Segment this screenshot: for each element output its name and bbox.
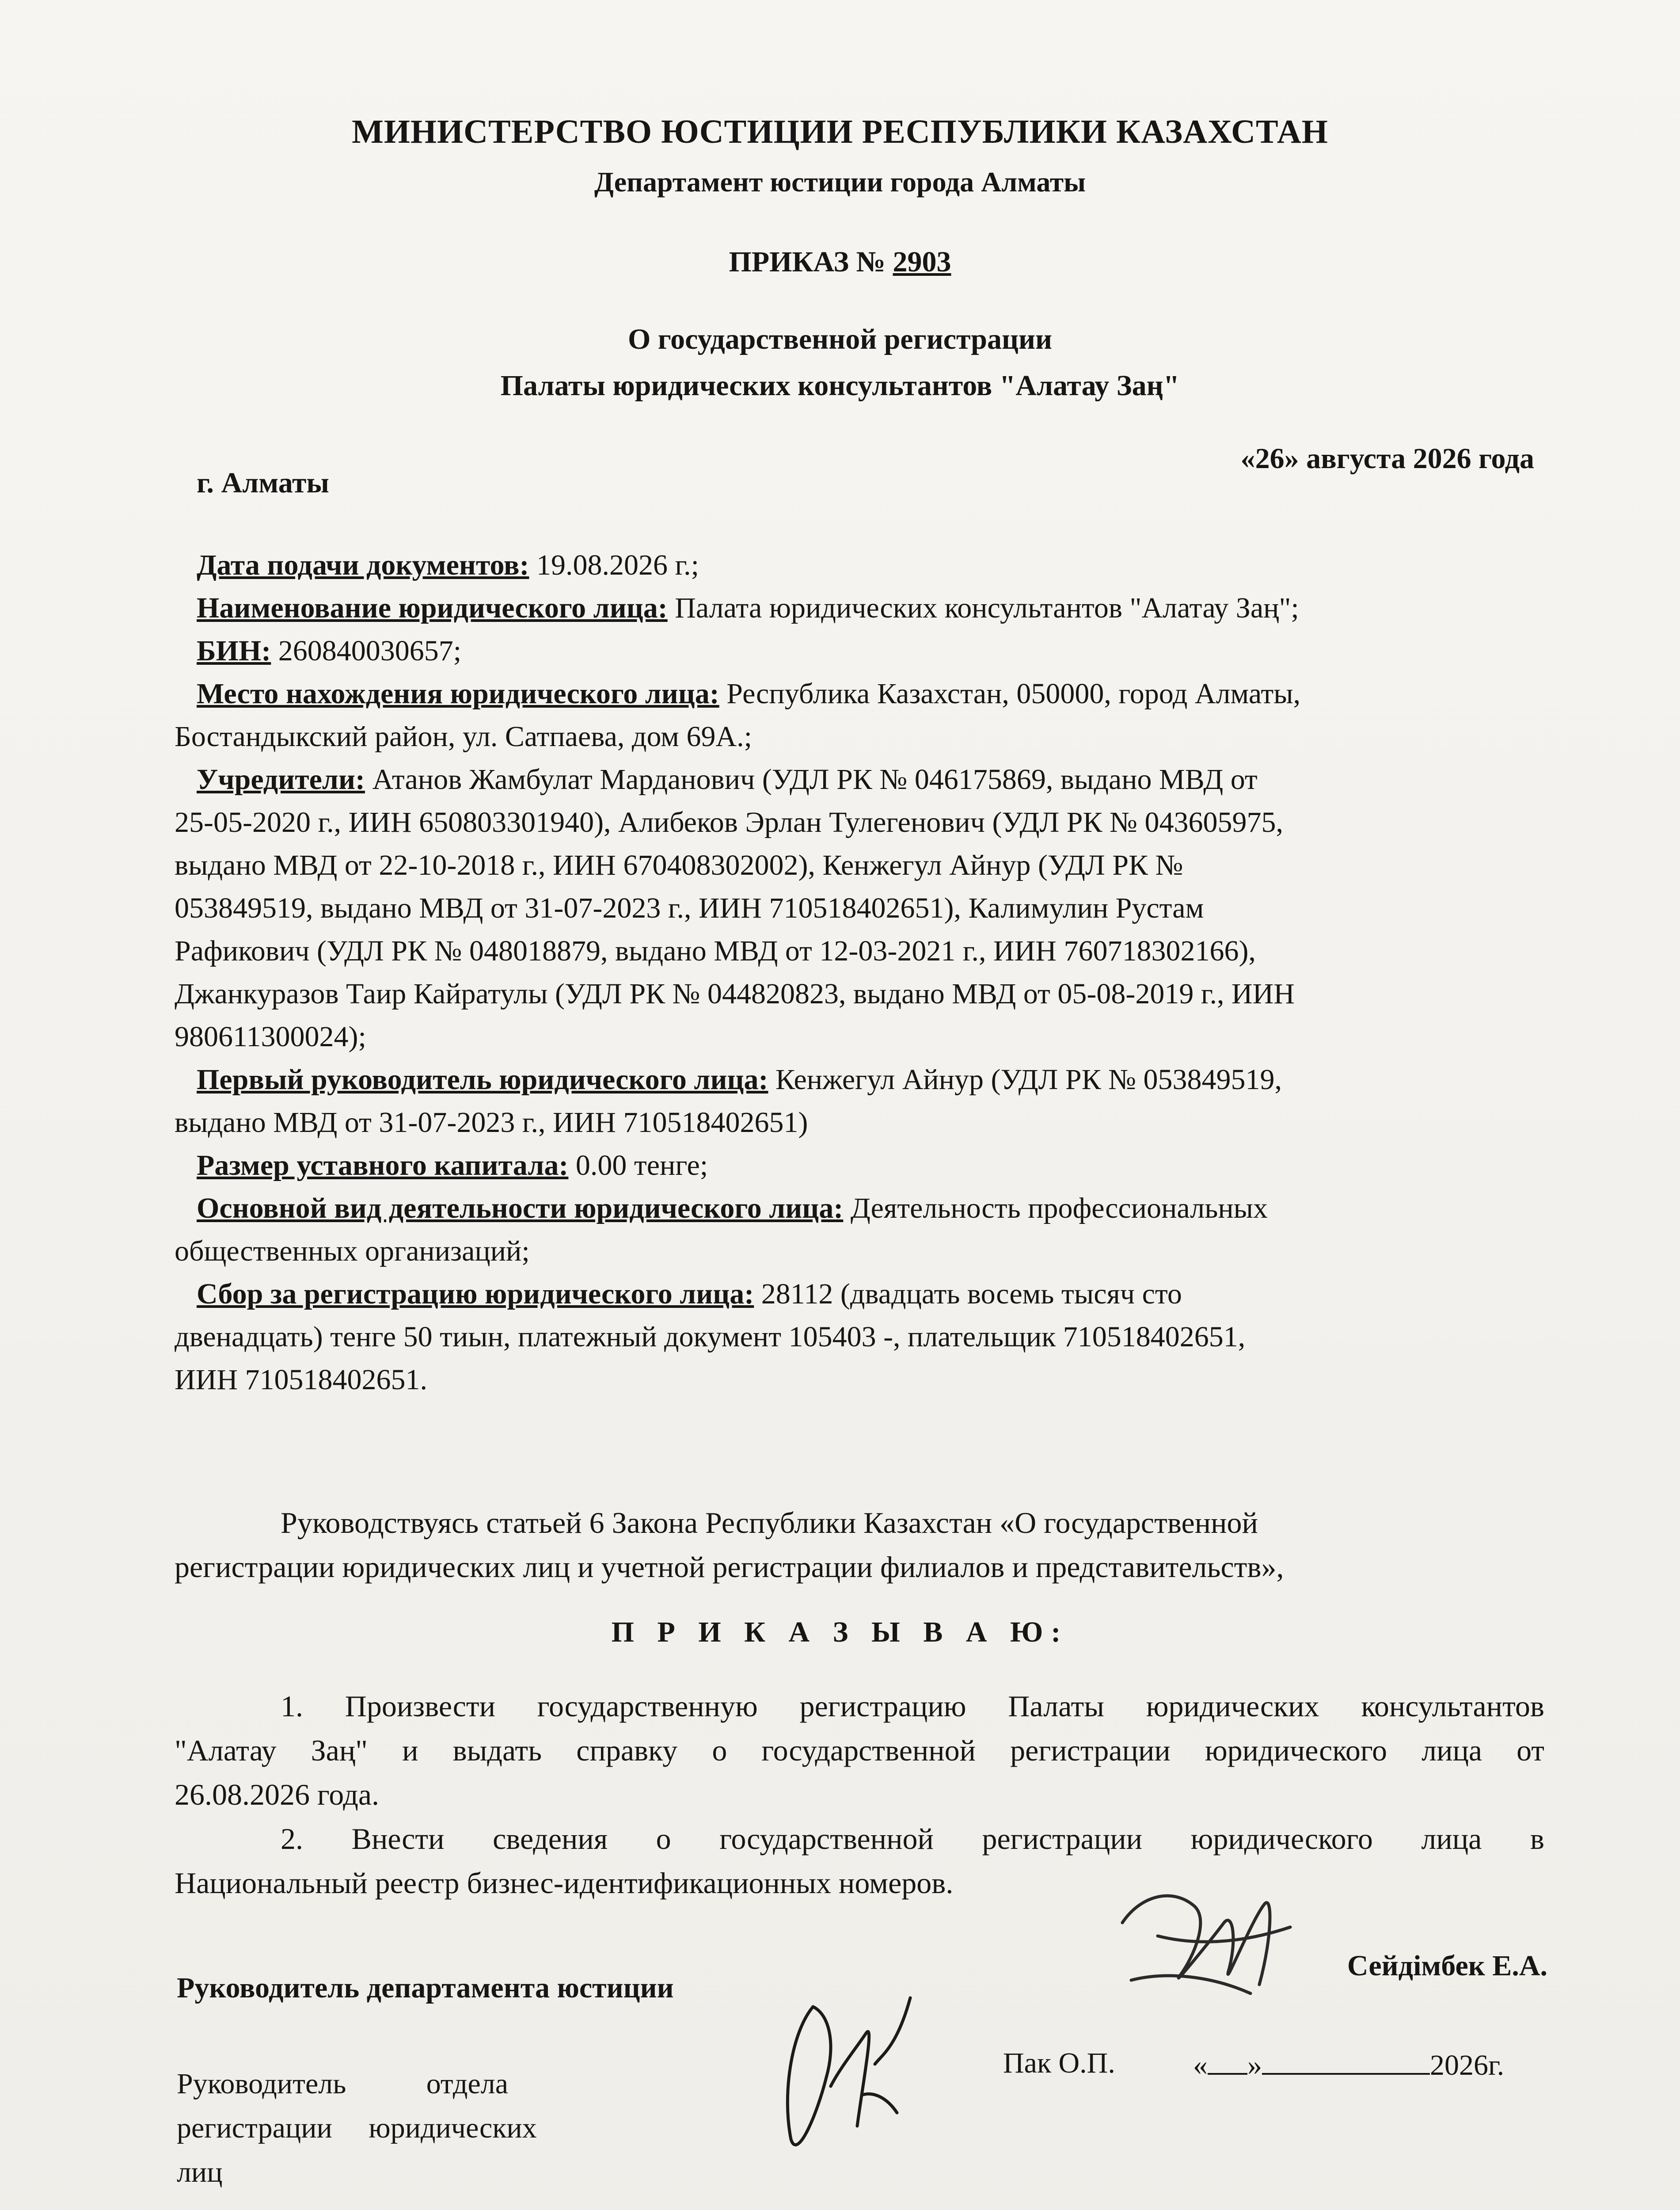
order-date: «26» августа 2026 года bbox=[1240, 442, 1534, 475]
fee-row-cont: ИИН 710518402651. bbox=[175, 1364, 427, 1396]
founders-row-cont: Джанкуразов Таир Кайратулы (УДЛ РК № 044820823, выдано МВД от 05-08-2019 г., ИИН bbox=[175, 978, 1295, 1010]
capital-row: Размер уставного капитала: 0.00 тенге; bbox=[197, 1149, 708, 1181]
dept-head-title: Руководитель отдела регистрации юридических лиц bbox=[177, 2068, 537, 2188]
order-directive-heading: П Р И К А З Ы В А Ю: bbox=[611, 1616, 1069, 1648]
head-signatory-name: Сейдімбек Е.А. bbox=[1347, 1950, 1547, 1982]
registration-details bbox=[175, 544, 1544, 1401]
location-row-cont: Бостандыкский район, ул. Сатпаева, дом 69А.; bbox=[175, 720, 752, 753]
order-item-1-cont: 26.08.2026 года. bbox=[175, 1778, 380, 1811]
founders-row-cont: 25-05-2020 г., ИИН 650803301940), Алибеков Эрлан Тулегенович (УДЛ РК № 043605975, bbox=[175, 806, 1283, 838]
activity-row: Основной вид деятельности юридического лица: Деятельность профессиональных bbox=[197, 1192, 1268, 1224]
order-subject-line-2: Палаты юридических консультантов "Алатау Заң" bbox=[500, 370, 1180, 402]
order-item-1: 1. Произвести государственную регистрацию Палаты юридических консультантов bbox=[281, 1689, 1544, 1723]
submission-date-row: Дата подачи документов: 19.08.2026 г.; bbox=[197, 549, 699, 581]
legal-basis-paragraph: Руководствуясь статьей 6 Закона Республики Казахстан «О государственной регистрации юридических лиц и учетной регистрации филиалов и представительств», bbox=[175, 1506, 1284, 1584]
order-city: г. Алматы bbox=[197, 467, 329, 499]
dept-head-name: Пак О.П. bbox=[1003, 2047, 1115, 2079]
order-item-1-cont: "Алатау Заң" и выдать справку о государственной регистрации юридического лица от bbox=[175, 1734, 1544, 1767]
founders-row-cont: 053849519, выдано МВД от 31-07-2023 г., ИИН 710518402651), Калимулин Рустам bbox=[175, 892, 1204, 924]
founders-row-cont: 980611300024); bbox=[175, 1021, 366, 1053]
head-signatory-title: Руководитель департамента юстиции bbox=[177, 1972, 674, 2004]
founders-row-cont: выдано МВД от 22-10-2018 г., ИИН 670408302002), Кенжегул Айнур (УДЛ РК № bbox=[175, 849, 1183, 881]
activity-row-cont: общественных организаций; bbox=[175, 1235, 530, 1267]
order-items bbox=[175, 1684, 1544, 1905]
order-item-2-cont: Национальный реестр бизнес-идентификационных номеров. bbox=[175, 1866, 954, 1900]
dept-head-date-field: « » 2026г. bbox=[1193, 2046, 1504, 2082]
head-row-cont: выдано МВД от 31-07-2023 г., ИИН 710518402651) bbox=[175, 1106, 808, 1139]
order-label: ПРИКАЗ № bbox=[729, 246, 893, 278]
entity-name-row: Наименование юридического лица: Палата юридических консультантов "Алатау Заң"; bbox=[197, 592, 1299, 624]
founders-row-cont: Рафикович (УДЛ РК № 048018879, выдано МВД от 12-03-2021 г., ИИН 760718302166), bbox=[175, 935, 1256, 967]
ministry-title: МИНИСТЕРСТВО ЮСТИЦИИ РЕСПУБЛИКИ КАЗАХСТАН bbox=[352, 113, 1328, 150]
location-row: Место нахождения юридического лица: Республика Казахстан, 050000, город Алматы, bbox=[197, 678, 1301, 710]
fee-row: Сбор за регистрацию юридического лица: 28112 (двадцать восемь тысяч сто bbox=[197, 1278, 1182, 1310]
order-number: 2903 bbox=[893, 246, 951, 278]
head-row: Первый руководитель юридического лица: Кенжегул Айнур (УДЛ РК № 053849519, bbox=[197, 1063, 1282, 1096]
order-item-2: 2. Внести сведения о государственной регистрации юридического лица в bbox=[281, 1822, 1544, 1856]
dept-head-signature-icon bbox=[764, 1980, 932, 2166]
fee-row-cont: двенадцать) тенге 50 тиын, платежный документ 105403 -, плательщик 710518402651, bbox=[175, 1321, 1246, 1353]
founders-row: Учредители: Атанов Жамбулат Марданович (УДЛ РК № 046175869, выдано МВД от bbox=[197, 763, 1258, 796]
order-subject-line-1: О государственной регистрации bbox=[627, 323, 1053, 355]
order-heading bbox=[0, 245, 1680, 279]
department-title: Департамент юстиции города Алматы bbox=[594, 166, 1086, 198]
head-signature-icon bbox=[1105, 1870, 1304, 2016]
bin-row: БИН: 260840030657; bbox=[197, 635, 462, 667]
chief-specialist-signature-icon bbox=[716, 2206, 928, 2210]
